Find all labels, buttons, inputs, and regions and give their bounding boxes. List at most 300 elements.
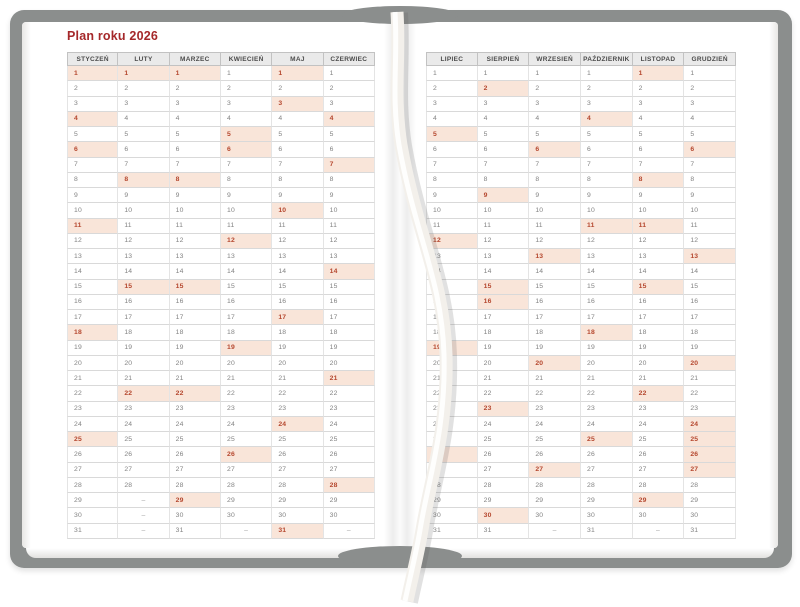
day-cell: 3 [426,97,478,112]
right-page [399,22,778,548]
spine-shadow [384,22,416,548]
day-cell: 26 [529,447,581,462]
day-cell: 11 [426,219,478,234]
day-cell: 24 [67,417,118,432]
day-cell: 18 [170,325,221,340]
day-cell-highlighted: 15 [633,280,685,295]
day-cell: 10 [324,203,375,218]
page-title: Plan roku 2026 [67,29,159,43]
day-cell: 6 [272,142,323,157]
day-cell: 15 [684,280,736,295]
day-cell: 3 [581,97,633,112]
day-cell: 13 [633,249,685,264]
day-cell: 26 [118,447,169,462]
day-cell: 17 [67,310,118,325]
day-cell: 24 [581,417,633,432]
day-cell: 11 [478,219,530,234]
day-cell: 4 [684,112,736,127]
day-cell: 14 [170,264,221,279]
day-cell: 2 [67,81,118,96]
day-cell-highlighted: 1 [67,66,118,81]
day-cell: 28 [529,478,581,493]
day-cell: 24 [426,417,478,432]
day-cell: 17 [118,310,169,325]
month-header: GRUDZIEŃ [684,53,736,66]
day-cell: 16 [581,295,633,310]
day-cell: 29 [478,493,530,508]
day-cell: 4 [170,112,221,127]
day-cell: 7 [272,158,323,173]
day-cell: 6 [170,142,221,157]
day-cell: 13 [478,249,530,264]
day-cell: 16 [633,295,685,310]
day-cell-highlighted: 25 [67,432,118,447]
day-cell: 9 [529,188,581,203]
day-cell: 7 [684,158,736,173]
day-cell: 21 [118,371,169,386]
day-cell: 28 [426,478,478,493]
day-cell: 30 [170,508,221,523]
day-cell: 16 [118,295,169,310]
month-header: MARZEC [170,53,221,66]
day-cell: 23 [67,402,118,417]
day-cell: 9 [221,188,272,203]
day-cell-highlighted: 20 [684,356,736,371]
day-cell: 30 [529,508,581,523]
day-cell-highlighted: 18 [581,325,633,340]
day-cell: 31 [170,524,221,539]
day-cell-highlighted: 4 [67,112,118,127]
empty-day-cell: – [633,524,685,539]
day-cell: 8 [67,173,118,188]
day-cell: 21 [478,371,530,386]
day-cell-highlighted: 26 [221,447,272,462]
day-cell: 6 [426,142,478,157]
day-cell: 14 [221,264,272,279]
day-cell: 26 [67,447,118,462]
day-cell: 5 [118,127,169,142]
day-cell: 19 [684,341,736,356]
day-cell: 18 [324,325,375,340]
empty-day-cell: – [118,493,169,508]
day-cell: 8 [426,173,478,188]
month-header: LUTY [118,53,169,66]
day-cell-highlighted: 9 [478,188,530,203]
day-cell: 2 [324,81,375,96]
day-cell: 16 [324,295,375,310]
day-cell: 8 [272,173,323,188]
day-cell: 21 [581,371,633,386]
day-cell: 31 [684,524,736,539]
day-cell-highlighted: 24 [272,417,323,432]
day-cell-highlighted: 31 [272,524,323,539]
day-cell: 19 [478,341,530,356]
day-cell-highlighted: 22 [633,386,685,401]
day-cell: 3 [170,97,221,112]
day-cell-highlighted: 1 [170,66,221,81]
day-cell: 9 [581,188,633,203]
day-cell: 12 [684,234,736,249]
day-cell: 5 [581,127,633,142]
day-cell: 27 [67,463,118,478]
day-cell: 17 [581,310,633,325]
day-cell-highlighted: 11 [633,219,685,234]
day-cell: 13 [170,249,221,264]
day-cell-highlighted: 12 [426,234,478,249]
day-cell: 24 [118,417,169,432]
day-cell: 11 [118,219,169,234]
day-cell: 10 [478,203,530,218]
day-cell: 29 [581,493,633,508]
day-cell: 4 [272,112,323,127]
day-cell: 11 [272,219,323,234]
day-cell-highlighted: 13 [529,249,581,264]
day-cell: 4 [118,112,169,127]
day-cell: 24 [324,417,375,432]
day-cell: 1 [221,66,272,81]
day-cell: 9 [272,188,323,203]
day-cell: 2 [684,81,736,96]
day-cell: 28 [633,478,685,493]
calendar-table-jan-jun [67,52,375,539]
day-cell: 7 [67,158,118,173]
day-cell: 2 [221,81,272,96]
day-cell: 14 [581,264,633,279]
day-cell: 23 [118,402,169,417]
day-cell: 18 [684,325,736,340]
day-cell: 21 [170,371,221,386]
day-cell: 10 [529,203,581,218]
day-cell: 16 [221,295,272,310]
day-cell: 9 [324,188,375,203]
month-header: MAJ [272,53,323,66]
day-cell-highlighted: 26 [426,447,478,462]
day-cell-highlighted: 11 [67,219,118,234]
day-cell: 2 [272,81,323,96]
day-cell: 27 [272,463,323,478]
day-cell: 25 [324,432,375,447]
day-cell: 22 [221,386,272,401]
day-cell: 29 [221,493,272,508]
day-cell: 3 [633,97,685,112]
day-cell: 10 [221,203,272,218]
day-cell: 18 [529,325,581,340]
day-cell: 23 [221,402,272,417]
day-cell: 19 [67,341,118,356]
day-cell: 12 [633,234,685,249]
day-cell: 13 [324,249,375,264]
day-cell: 21 [426,371,478,386]
day-cell: 10 [426,203,478,218]
day-cell: 20 [170,356,221,371]
day-cell: 6 [324,142,375,157]
day-cell: 8 [529,173,581,188]
day-cell: 8 [221,173,272,188]
day-cell: 30 [324,508,375,523]
day-cell: 16 [67,295,118,310]
month-header: LISTOPAD [633,53,685,66]
day-cell: 28 [221,478,272,493]
day-cell: 18 [633,325,685,340]
day-cell: 22 [426,386,478,401]
day-cell: 1 [478,66,530,81]
day-cell: 8 [581,173,633,188]
day-cell: 22 [324,386,375,401]
day-cell: 28 [118,478,169,493]
day-cell-highlighted: 4 [581,112,633,127]
day-cell: 19 [272,341,323,356]
day-cell: 25 [426,432,478,447]
day-cell: 2 [170,81,221,96]
day-cell: 28 [170,478,221,493]
day-cell-highlighted: 3 [272,97,323,112]
day-cell: 5 [529,127,581,142]
day-cell: 24 [478,417,530,432]
day-cell-highlighted: 15 [118,280,169,295]
day-cell: 23 [633,402,685,417]
day-cell: 20 [118,356,169,371]
day-cell: 11 [221,219,272,234]
day-cell: 7 [581,158,633,173]
day-cell: 3 [67,97,118,112]
day-cell: 29 [684,493,736,508]
day-cell: 15 [581,280,633,295]
day-cell: 14 [67,264,118,279]
day-cell-highlighted: 18 [67,325,118,340]
day-cell: 14 [529,264,581,279]
day-cell: 27 [633,463,685,478]
empty-day-cell: – [118,524,169,539]
day-cell-highlighted: 27 [529,463,581,478]
day-cell: 2 [633,81,685,96]
day-cell: 18 [426,325,478,340]
day-cell: 30 [221,508,272,523]
day-cell: 23 [684,402,736,417]
day-cell: 3 [684,97,736,112]
day-cell: 30 [272,508,323,523]
day-cell: 21 [529,371,581,386]
day-cell: 20 [324,356,375,371]
day-cell: 4 [633,112,685,127]
month-header: LIPIEC [426,53,478,66]
day-cell: 9 [633,188,685,203]
day-cell-highlighted: 8 [170,173,221,188]
day-cell: 13 [221,249,272,264]
day-cell-highlighted: 15 [478,280,530,295]
day-cell: 17 [478,310,530,325]
day-cell: 10 [633,203,685,218]
day-cell: 27 [426,463,478,478]
day-cell: 12 [272,234,323,249]
day-cell: 16 [426,295,478,310]
day-cell-highlighted: 5 [221,127,272,142]
day-cell: 26 [633,447,685,462]
day-cell-highlighted: 7 [324,158,375,173]
day-cell: 4 [529,112,581,127]
day-cell: 6 [581,142,633,157]
day-cell-highlighted: 19 [221,341,272,356]
day-cell: 16 [529,295,581,310]
day-cell: 18 [118,325,169,340]
day-cell: 21 [67,371,118,386]
day-cell: 8 [324,173,375,188]
day-cell: 22 [529,386,581,401]
day-cell: 17 [170,310,221,325]
day-cell-highlighted: 1 [118,66,169,81]
day-cell: 25 [529,432,581,447]
day-cell: 21 [684,371,736,386]
day-cell: 2 [581,81,633,96]
day-cell: 25 [633,432,685,447]
day-cell-highlighted: 29 [170,493,221,508]
day-cell: 5 [633,127,685,142]
day-cell: 11 [324,219,375,234]
day-cell: 7 [633,158,685,173]
day-cell-highlighted: 24 [684,417,736,432]
day-cell: 20 [426,356,478,371]
day-cell: 17 [633,310,685,325]
day-cell: 21 [272,371,323,386]
day-cell: 23 [170,402,221,417]
day-cell: 13 [118,249,169,264]
day-cell: 17 [529,310,581,325]
day-cell: 29 [324,493,375,508]
day-cell-highlighted: 6 [684,142,736,157]
day-cell: 8 [478,173,530,188]
day-cell-highlighted: 29 [633,493,685,508]
day-cell: 19 [529,341,581,356]
day-cell: 27 [581,463,633,478]
day-cell: 7 [221,158,272,173]
day-cell: 12 [118,234,169,249]
day-cell: 3 [221,97,272,112]
day-cell: 28 [272,478,323,493]
day-cell: 26 [581,447,633,462]
day-cell: 22 [684,386,736,401]
day-cell: 20 [221,356,272,371]
day-cell: 22 [67,386,118,401]
day-cell: 27 [324,463,375,478]
day-cell: 17 [426,310,478,325]
day-cell-highlighted: 26 [684,447,736,462]
day-cell: 26 [478,447,530,462]
day-cell: 11 [529,219,581,234]
day-cell-highlighted: 28 [324,478,375,493]
day-cell: 26 [324,447,375,462]
day-cell: 31 [581,524,633,539]
day-cell: 15 [426,280,478,295]
day-cell: 3 [118,97,169,112]
day-cell-highlighted: 19 [426,341,478,356]
day-cell: 18 [221,325,272,340]
day-cell: 17 [684,310,736,325]
day-cell: 12 [324,234,375,249]
day-cell: 27 [478,463,530,478]
day-cell: 7 [118,158,169,173]
day-cell: 16 [684,295,736,310]
day-cell-highlighted: 27 [684,463,736,478]
month-header: KWIECIEŃ [221,53,272,66]
day-cell-highlighted: 12 [221,234,272,249]
day-cell: 25 [118,432,169,447]
day-cell: 4 [478,112,530,127]
day-cell: 7 [529,158,581,173]
day-cell: 12 [67,234,118,249]
day-cell-highlighted: 22 [118,386,169,401]
day-cell: 6 [478,142,530,157]
day-cell: 25 [272,432,323,447]
day-cell: 19 [581,341,633,356]
day-cell: 16 [170,295,221,310]
day-cell: 20 [67,356,118,371]
day-cell: 20 [272,356,323,371]
day-cell: 29 [67,493,118,508]
day-cell: 26 [272,447,323,462]
day-cell: 7 [170,158,221,173]
day-cell: 9 [118,188,169,203]
day-cell: 27 [118,463,169,478]
day-cell: 1 [324,66,375,81]
calendar-table-jul-dec [426,52,736,539]
day-cell: 14 [118,264,169,279]
day-cell-highlighted: 4 [324,112,375,127]
day-cell: 2 [118,81,169,96]
day-cell: 18 [272,325,323,340]
day-cell: 19 [324,341,375,356]
month-header: STYCZEŃ [67,53,118,66]
day-cell: 30 [426,508,478,523]
day-cell: 13 [67,249,118,264]
day-cell: 17 [324,310,375,325]
day-cell-highlighted: 10 [272,203,323,218]
day-cell: 9 [170,188,221,203]
day-cell: 15 [529,280,581,295]
day-cell: 11 [684,219,736,234]
day-cell: 3 [529,97,581,112]
day-cell: 10 [118,203,169,218]
day-cell: 29 [426,493,478,508]
day-cell: 31 [426,524,478,539]
day-cell-highlighted: 25 [581,432,633,447]
day-cell: 19 [633,341,685,356]
day-cell: 28 [478,478,530,493]
day-cell-highlighted: 20 [529,356,581,371]
day-cell-highlighted: 21 [324,371,375,386]
empty-day-cell: – [118,508,169,523]
day-cell: 5 [67,127,118,142]
day-cell: 20 [478,356,530,371]
day-cell: 16 [272,295,323,310]
day-cell-highlighted: 23 [478,402,530,417]
day-cell: 28 [581,478,633,493]
day-cell: 8 [684,173,736,188]
day-cell: 18 [478,325,530,340]
day-cell: 21 [221,371,272,386]
day-cell: 28 [67,478,118,493]
day-cell-highlighted: 11 [581,219,633,234]
day-cell-highlighted: 22 [170,386,221,401]
day-cell: 20 [633,356,685,371]
day-cell: 14 [684,264,736,279]
day-cell: 10 [684,203,736,218]
day-cell: 20 [581,356,633,371]
day-cell: 5 [170,127,221,142]
day-cell: 11 [170,219,221,234]
day-cell: 27 [221,463,272,478]
day-cell: 14 [478,264,530,279]
month-header: WRZESIEŃ [529,53,581,66]
day-cell: 7 [478,158,530,173]
